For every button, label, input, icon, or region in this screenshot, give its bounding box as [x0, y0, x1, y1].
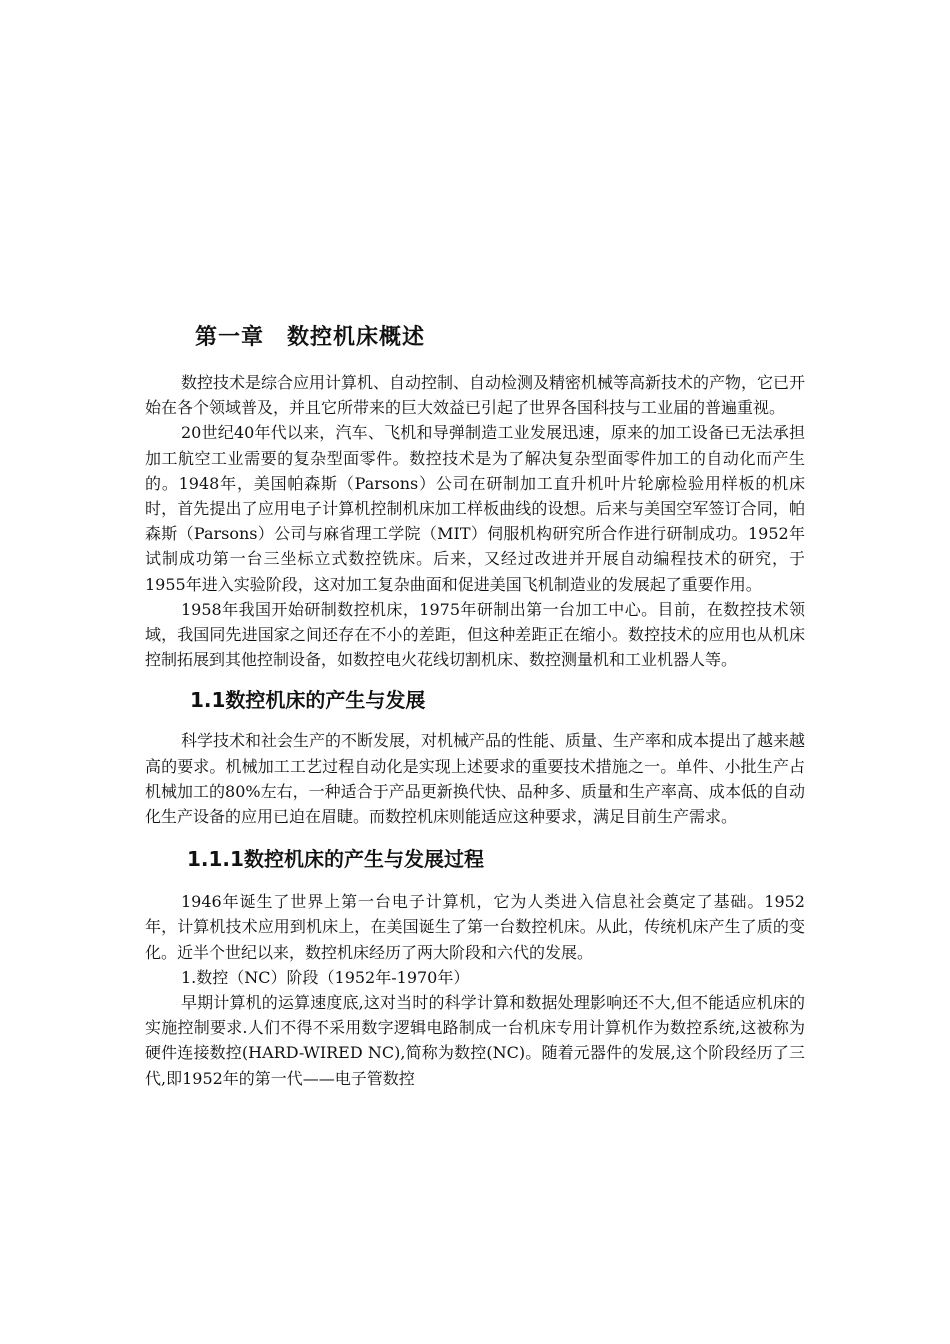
section-1-1-1-paragraph: 1946年诞生了世界上第一台电子计算机，它为人类进入信息社会奠定了基础。1952年，计算机技术应用到机床上，在美国诞生了第一台数控机床。从此，传统机床产生了质的变化。近半个世纪以来，数控机床经历了两大阶段和六代的发展。 — [145, 892, 805, 962]
intro-paragraph-2: 20世纪40年代以来，汽车、飞机和导弹制造工业发展迅速，原来的加工设备已无法承担加工航空工业需要的复杂型面零件。数控技术是为了解决复杂型面零件加工的自动化而产生的。1948年，美国帕森斯（Parsons）公司在研制加工直升机叶片轮廓检验用样板的机床时，首先提出了应用电子计算机控制机床加工样板曲线的设想。后来与美国空军签订合同，帕森斯（Parsons）公司与麻省理工学院（MIT）伺服机构研究所合作进行研制成功。1952年试制成功第一台三坐标立式数控铣床。后来，又经过改进并开展自动编程技术的研究，于1955年进入实验阶段，这对加工复杂曲面和促进美国飞机制造业的发展起了重要作用。 — [145, 423, 805, 594]
chapter-title: 第一章 数控机床概述 — [195, 325, 426, 350]
intro-paragraph-1: 数控技术是综合应用计算机、自动控制、自动检测及精密机械等高新技术的产物，它已开始在各个领域普及，并且它所带来的巨大效益已引起了世界各国科技与工业届的普遍重视。 — [145, 373, 806, 418]
page-content — [145, 320, 805, 1091]
stage-1-paragraph: 早期计算机的运算速度底,这对当时的科学计算和数据处理影响还不大,但不能适应机床的实施控制要求.人们不得不采用数字逻辑电路制成一台机床专用计算机作为数控系统,这被称为硬件连接数控(HARD-WIRED NC),简称为数控(NC)。随着元器件的发展,这个阶段经历了三代,即1952年的第一代——电子管数控 — [145, 993, 805, 1088]
stage-1-heading: 1.数控（NC）阶段（1952年-1970年） — [181, 967, 470, 987]
section-1-1-1-title: 1.1.1数控机床的产生与发展过程 — [187, 847, 484, 872]
section-1-1-title: 1.1数控机床的产生与发展 — [190, 688, 426, 713]
intro-paragraph-3: 1958年我国开始研制数控机床，1975年研制出第一台加工中心。目前，在数控技术领域，我国同先进国家之间还存在不小的差距，但这种差距正在缩小。数控技术的应用也从机床控制拓展到其他控制设备，如数控电火花线切割机床、数控测量机和工业机器人等。 — [145, 599, 805, 670]
section-1-1-paragraph: 科学技术和社会生产的不断发展，对机械产品的性能、质量、生产率和成本提出了越来越高的要求。机械加工工艺过程自动化是实现上述要求的重要技术措施之一。单件、小批生产占机械加工的80%左右，一种适合于产品更新换代快、品种多、质量和生产率高、成本低的自动化生产设备的应用已迫在眉睫。而数控机床则能适应这种要求，满足目前生产需求。 — [145, 731, 806, 827]
